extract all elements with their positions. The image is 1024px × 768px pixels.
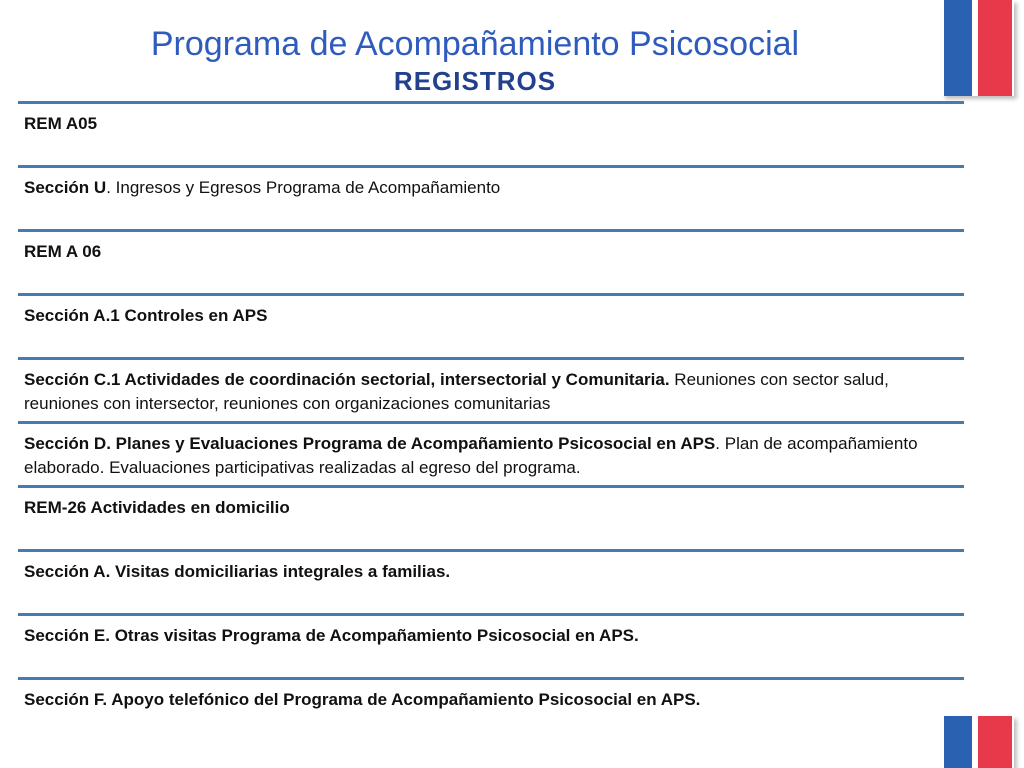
table-row xyxy=(18,229,964,293)
row-bold-text: REM A 06 xyxy=(24,242,102,261)
row-bold-text: Sección F. Apoyo telefónico del Programa de Acompañamiento Psicosocial en APS. xyxy=(24,690,701,709)
table-row xyxy=(18,165,964,229)
row-text: . Ingresos y Egresos Programa de Acompañamiento xyxy=(106,178,501,197)
table-row xyxy=(18,485,964,549)
flag-red-stripe xyxy=(978,716,1012,768)
row-bold-text: Sección U xyxy=(24,178,107,197)
row-text: Reuniones con sector salud, reuniones con intersector, reuniones con organizaciones comunitarias xyxy=(24,370,889,413)
flag-logo-top xyxy=(942,0,1014,96)
row-bold-text: Sección A.1 Controles en APS xyxy=(24,306,268,325)
page-title: Programa de Acompañamiento Psicosocial xyxy=(150,25,800,63)
table-row xyxy=(18,677,964,741)
row-bold-text: REM-26 Actividades en domicilio xyxy=(24,498,290,517)
table-row xyxy=(18,293,964,357)
table-row xyxy=(18,101,964,165)
table-row xyxy=(18,357,964,421)
table-row xyxy=(18,613,964,677)
row-bold-text: Sección A. Visitas domiciliarias integrales a familias. xyxy=(24,562,451,581)
row-bold-text: Sección E. Otras visitas Programa de Acompañamiento Psicosocial en APS. xyxy=(24,626,639,645)
flag-red-stripe xyxy=(978,0,1012,96)
registros-table xyxy=(18,101,964,741)
row-text: . Plan de acompañamiento elaborado. Evaluaciones participativas realizadas al egreso del programa. xyxy=(24,434,918,477)
page-subtitle: REGISTROS xyxy=(393,66,557,96)
flag-blue-stripe xyxy=(944,0,972,96)
row-bold-text: Sección D. Planes y Evaluaciones Programa de Acompañamiento Psicosocial en APS xyxy=(24,434,716,453)
table-row xyxy=(18,549,964,613)
table-row xyxy=(18,421,964,485)
row-bold-text: Sección C.1 Actividades de coordinación sectorial, intersectorial y Comunitaria. xyxy=(24,370,670,389)
row-bold-text: REM A05 xyxy=(24,114,98,133)
